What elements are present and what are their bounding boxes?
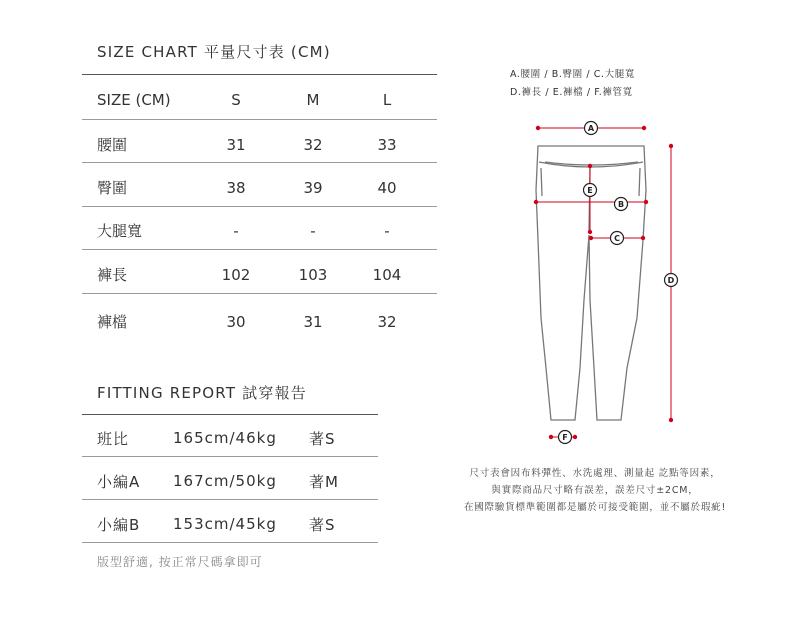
fitter-name: 班比 — [97, 430, 130, 448]
disclaimer-line3: 在國際驗貨標準範圍都是屬於可接受範圍，並不屬於瑕疵! — [463, 502, 727, 513]
marker-a — [585, 122, 598, 135]
marker-b — [615, 198, 628, 211]
fitter-stats: 165cm/46kg — [173, 429, 277, 447]
marker-f — [559, 431, 572, 444]
fitter-stats: 153cm/45kg — [173, 515, 277, 533]
fitter-size: 著M — [309, 473, 339, 491]
fitting-report-title: FITTING REPORT 試穿報告 — [97, 384, 307, 402]
size-chart-top-rule — [82, 74, 437, 75]
row-divider — [82, 499, 378, 500]
value-s: 102 — [221, 266, 251, 284]
row-divider — [82, 119, 437, 120]
value-l: 40 — [377, 179, 397, 197]
row-divider — [82, 456, 378, 457]
pants-measurement-diagram — [520, 115, 700, 450]
marker-d — [665, 274, 678, 287]
value-m: 32 — [303, 136, 323, 154]
row-divider — [82, 206, 437, 207]
row-label: 臀圍 — [97, 179, 128, 197]
value-s: 31 — [226, 136, 246, 154]
disclaimer-line2: 與實際商品尺寸略有誤差，誤差尺寸±2CM， — [491, 485, 699, 496]
size-header-m: M — [306, 91, 320, 109]
value-s: - — [233, 222, 239, 240]
marker-a-label: A — [587, 124, 595, 133]
value-m: 31 — [303, 313, 323, 331]
disclaimer-line1: 尺寸表會因布料彈性、水洗處理、測量起 訖點等因素， — [469, 468, 721, 479]
value-s: 38 — [226, 179, 246, 197]
fitting-report-top-rule — [82, 414, 378, 415]
marker-c-label: C — [614, 234, 620, 243]
value-l: 32 — [377, 313, 397, 331]
marker-f-label: F — [562, 433, 568, 442]
row-label: 褲長 — [97, 266, 128, 284]
pocket-right — [639, 168, 640, 196]
row-divider — [82, 542, 378, 543]
fitter-size: 著S — [309, 516, 336, 534]
value-l: - — [384, 222, 390, 240]
value-s: 30 — [226, 313, 246, 331]
value-l: 104 — [372, 266, 402, 284]
size-header-s: S — [231, 91, 241, 109]
fitter-name: 小編B — [97, 516, 141, 534]
diagram-legend-line2: D.褲長 / E.褲檔 / F.褲管寬 — [510, 87, 633, 98]
row-label: 腰圍 — [97, 136, 128, 154]
size-header-l: L — [382, 91, 392, 109]
value-m: - — [310, 222, 316, 240]
row-divider — [82, 162, 437, 163]
marker-e — [584, 184, 597, 197]
marker-e-label: E — [587, 186, 593, 195]
fitting-note: 版型舒適, 按正常尺碼拿即可 — [97, 555, 263, 569]
marker-c — [611, 232, 624, 245]
row-label: 褲檔 — [97, 313, 128, 331]
value-l: 33 — [377, 136, 397, 154]
fitter-name: 小編A — [97, 473, 141, 491]
diagram-legend-line1: A.腰圍 / B.臀圍 / C.大腿寬 — [510, 69, 635, 80]
row-divider — [82, 293, 437, 294]
size-chart-title: SIZE CHART 平量尺寸表 (CM) — [97, 43, 331, 61]
marker-b-label: B — [617, 200, 625, 209]
fitter-size: 著S — [309, 430, 336, 448]
value-m: 39 — [303, 179, 323, 197]
row-label: 大腿寬 — [97, 222, 143, 240]
size-header-label: SIZE (CM) — [97, 91, 171, 109]
value-m: 103 — [298, 266, 328, 284]
row-divider — [82, 249, 437, 250]
pocket-left — [541, 168, 542, 196]
fitter-stats: 167cm/50kg — [173, 472, 277, 490]
marker-d-label: D — [667, 276, 675, 285]
